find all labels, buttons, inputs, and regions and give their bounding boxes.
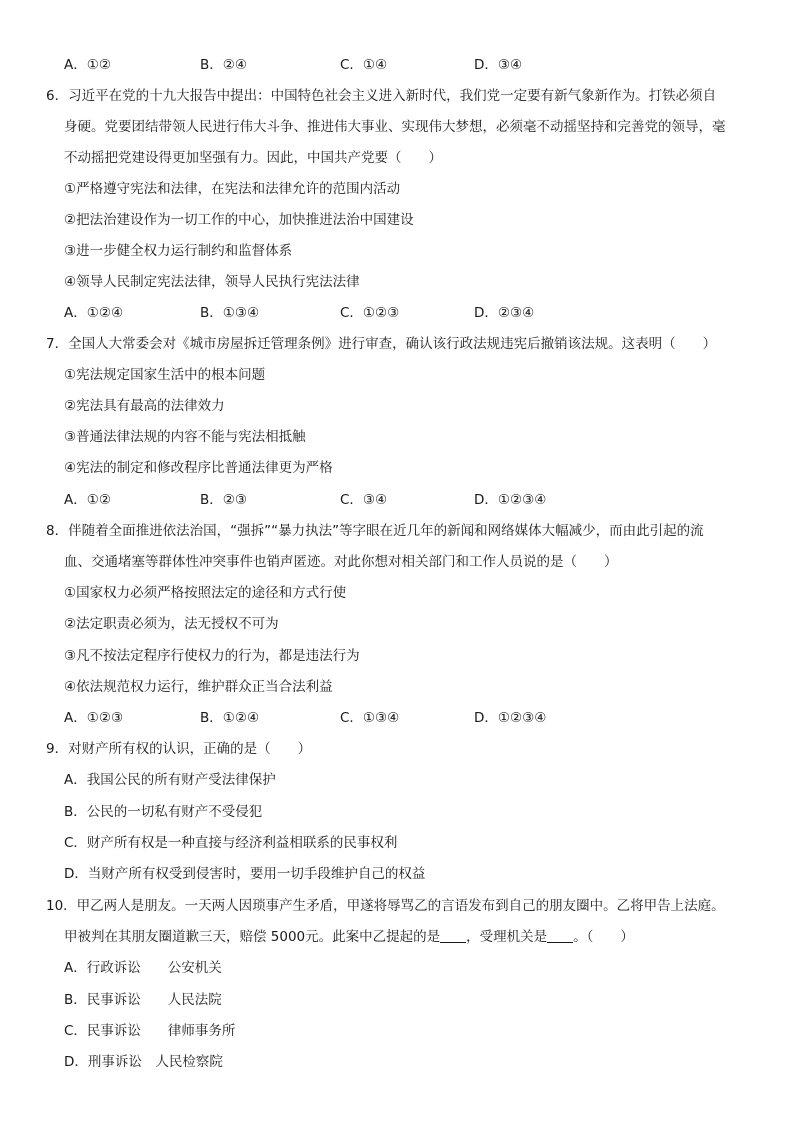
q8-stem-line-1: 8．伴随着全面推进依法治国，“强拆”“暴力执法”等字眼在近几年的新闻和网络媒体大幅减少，而由此引起的流 xyxy=(46,523,704,539)
q7-item-2: ②宪法具有最高的法律效力 xyxy=(64,398,225,414)
q6-item-4: ④领导人民制定宪法法律，领导人民执行宪法法律 xyxy=(64,274,360,290)
q8-item-3: ③凡不按法定程序行使权力的行为，都是违法行为 xyxy=(64,648,360,664)
q9-choice-c: C．财产所有权是一种直接与经济利益相联系的民事权利 xyxy=(64,835,398,851)
q10-choice-a: A．行政诉讼 公安机关 xyxy=(64,960,222,976)
q5-option-b: B．②④ xyxy=(200,57,247,73)
q6-option-a: A．①②④ xyxy=(64,305,124,321)
q6-item-3: ③进一步健全权力运行制约和监督体系 xyxy=(64,243,293,259)
q7-options xyxy=(64,490,664,510)
q8-item-2: ②法定职责必须为，法无授权不可为 xyxy=(64,616,279,632)
q7-stem-line-1: 7．全国人大常委会对《城市房屋拆迁管理条例》进行审查，确认该行政法规违宪后撤销该法规。这表明（ ） xyxy=(46,336,717,352)
q5-option-d: D．③④ xyxy=(474,57,523,73)
q8-option-d: D．①②③④ xyxy=(474,710,547,726)
q6-options xyxy=(64,303,664,323)
q9-choice-d: D．当财产所有权受到侵害时，要用一切手段维护自己的权益 xyxy=(64,866,426,882)
q5-options xyxy=(64,55,664,75)
q10-choice-d: D．刑事诉讼 人民检察院 xyxy=(64,1054,223,1070)
q6-item-1: ①严格遵守宪法和法律，在宪法和法律允许的范围内活动 xyxy=(64,181,401,197)
q8-option-c: C．①③④ xyxy=(340,710,400,726)
q9-choice-b: B．公民的一切私有财产不受侵犯 xyxy=(64,804,263,820)
q10-stem-line-1: 10．甲乙两人是朋友。一天两人因琐事产生矛盾，甲遂将辱骂乙的言语发布到自己的朋友圈中。乙将甲告上法庭。 xyxy=(46,898,725,914)
q10-stem-part-1: 甲被判在其朋友圈道歉三天，赔偿 5000元。此案中乙提起的是 xyxy=(64,929,441,945)
q10-stem-line-2 xyxy=(64,927,634,947)
q6-stem-line-2: 身硬。党要团结带领人民进行伟大斗争、推进伟大事业、实现伟大梦想，必须毫不动摇坚持和完善党的领导，毫 xyxy=(64,119,726,135)
q8-option-a: A．①②③ xyxy=(64,710,124,726)
q8-item-1: ①国家权力必须严格按照法定的途径和方式行使 xyxy=(64,585,347,601)
q5-option-c: C．①④ xyxy=(340,57,388,73)
q10-choice-b: B．民事诉讼 人民法院 xyxy=(64,992,222,1008)
q5-option-a: A．①② xyxy=(64,57,111,73)
q7-item-3: ③普通法律法规的内容不能与宪法相抵触 xyxy=(64,429,306,445)
q7-option-d: D．①②③④ xyxy=(474,492,547,508)
q7-option-a: A．①② xyxy=(64,492,111,508)
q10-choice-c: C．民事诉讼 律师事务所 xyxy=(64,1023,236,1039)
q8-option-b: B．①②④ xyxy=(200,710,260,726)
q7-item-4: ④宪法的制定和修改程序比普通法律更为严格 xyxy=(64,460,333,476)
q10-stem-part-2: ，受理机关是 xyxy=(466,929,548,945)
q6-option-d: D．②③④ xyxy=(474,305,535,321)
q7-option-c: C．③④ xyxy=(340,492,388,508)
q7-option-b: B．②③ xyxy=(200,492,247,508)
q6-option-c: C．①②③ xyxy=(340,305,400,321)
q7-item-1: ①宪法规定国家生活中的根本问题 xyxy=(64,367,266,383)
q8-options xyxy=(64,708,664,728)
q6-stem-line-1: 6．习近平在党的十九大报告中提出：中国特色社会主义进入新时代，我们党一定要有新气象新作为。打铁必须自 xyxy=(46,88,717,104)
answer-blank-1 xyxy=(440,928,466,943)
q6-stem-line-3: 不动摇把党建设得更加坚强有力。因此，中国共产党要（ ） xyxy=(64,150,442,166)
q8-stem-line-2: 血、交通堵塞等群体性冲突事件也销声匿迹。对此你想对相关部门和工作人员说的是（ ） xyxy=(64,554,618,570)
q9-stem: 9．对财产所有权的认识，正确的是（ ） xyxy=(46,741,312,757)
q6-option-b: B．①③④ xyxy=(200,305,260,321)
q6-item-2: ②把法治建设作为一切工作的中心，加快推进法治中国建设 xyxy=(64,212,414,228)
answer-blank-2 xyxy=(547,928,573,943)
q8-item-4: ④依法规范权力运行，维护群众正当合法利益 xyxy=(64,679,333,695)
q10-stem-part-3: 。（ ） xyxy=(573,929,634,945)
q9-choice-a: A．我国公民的所有财产受法律保护 xyxy=(64,772,276,788)
